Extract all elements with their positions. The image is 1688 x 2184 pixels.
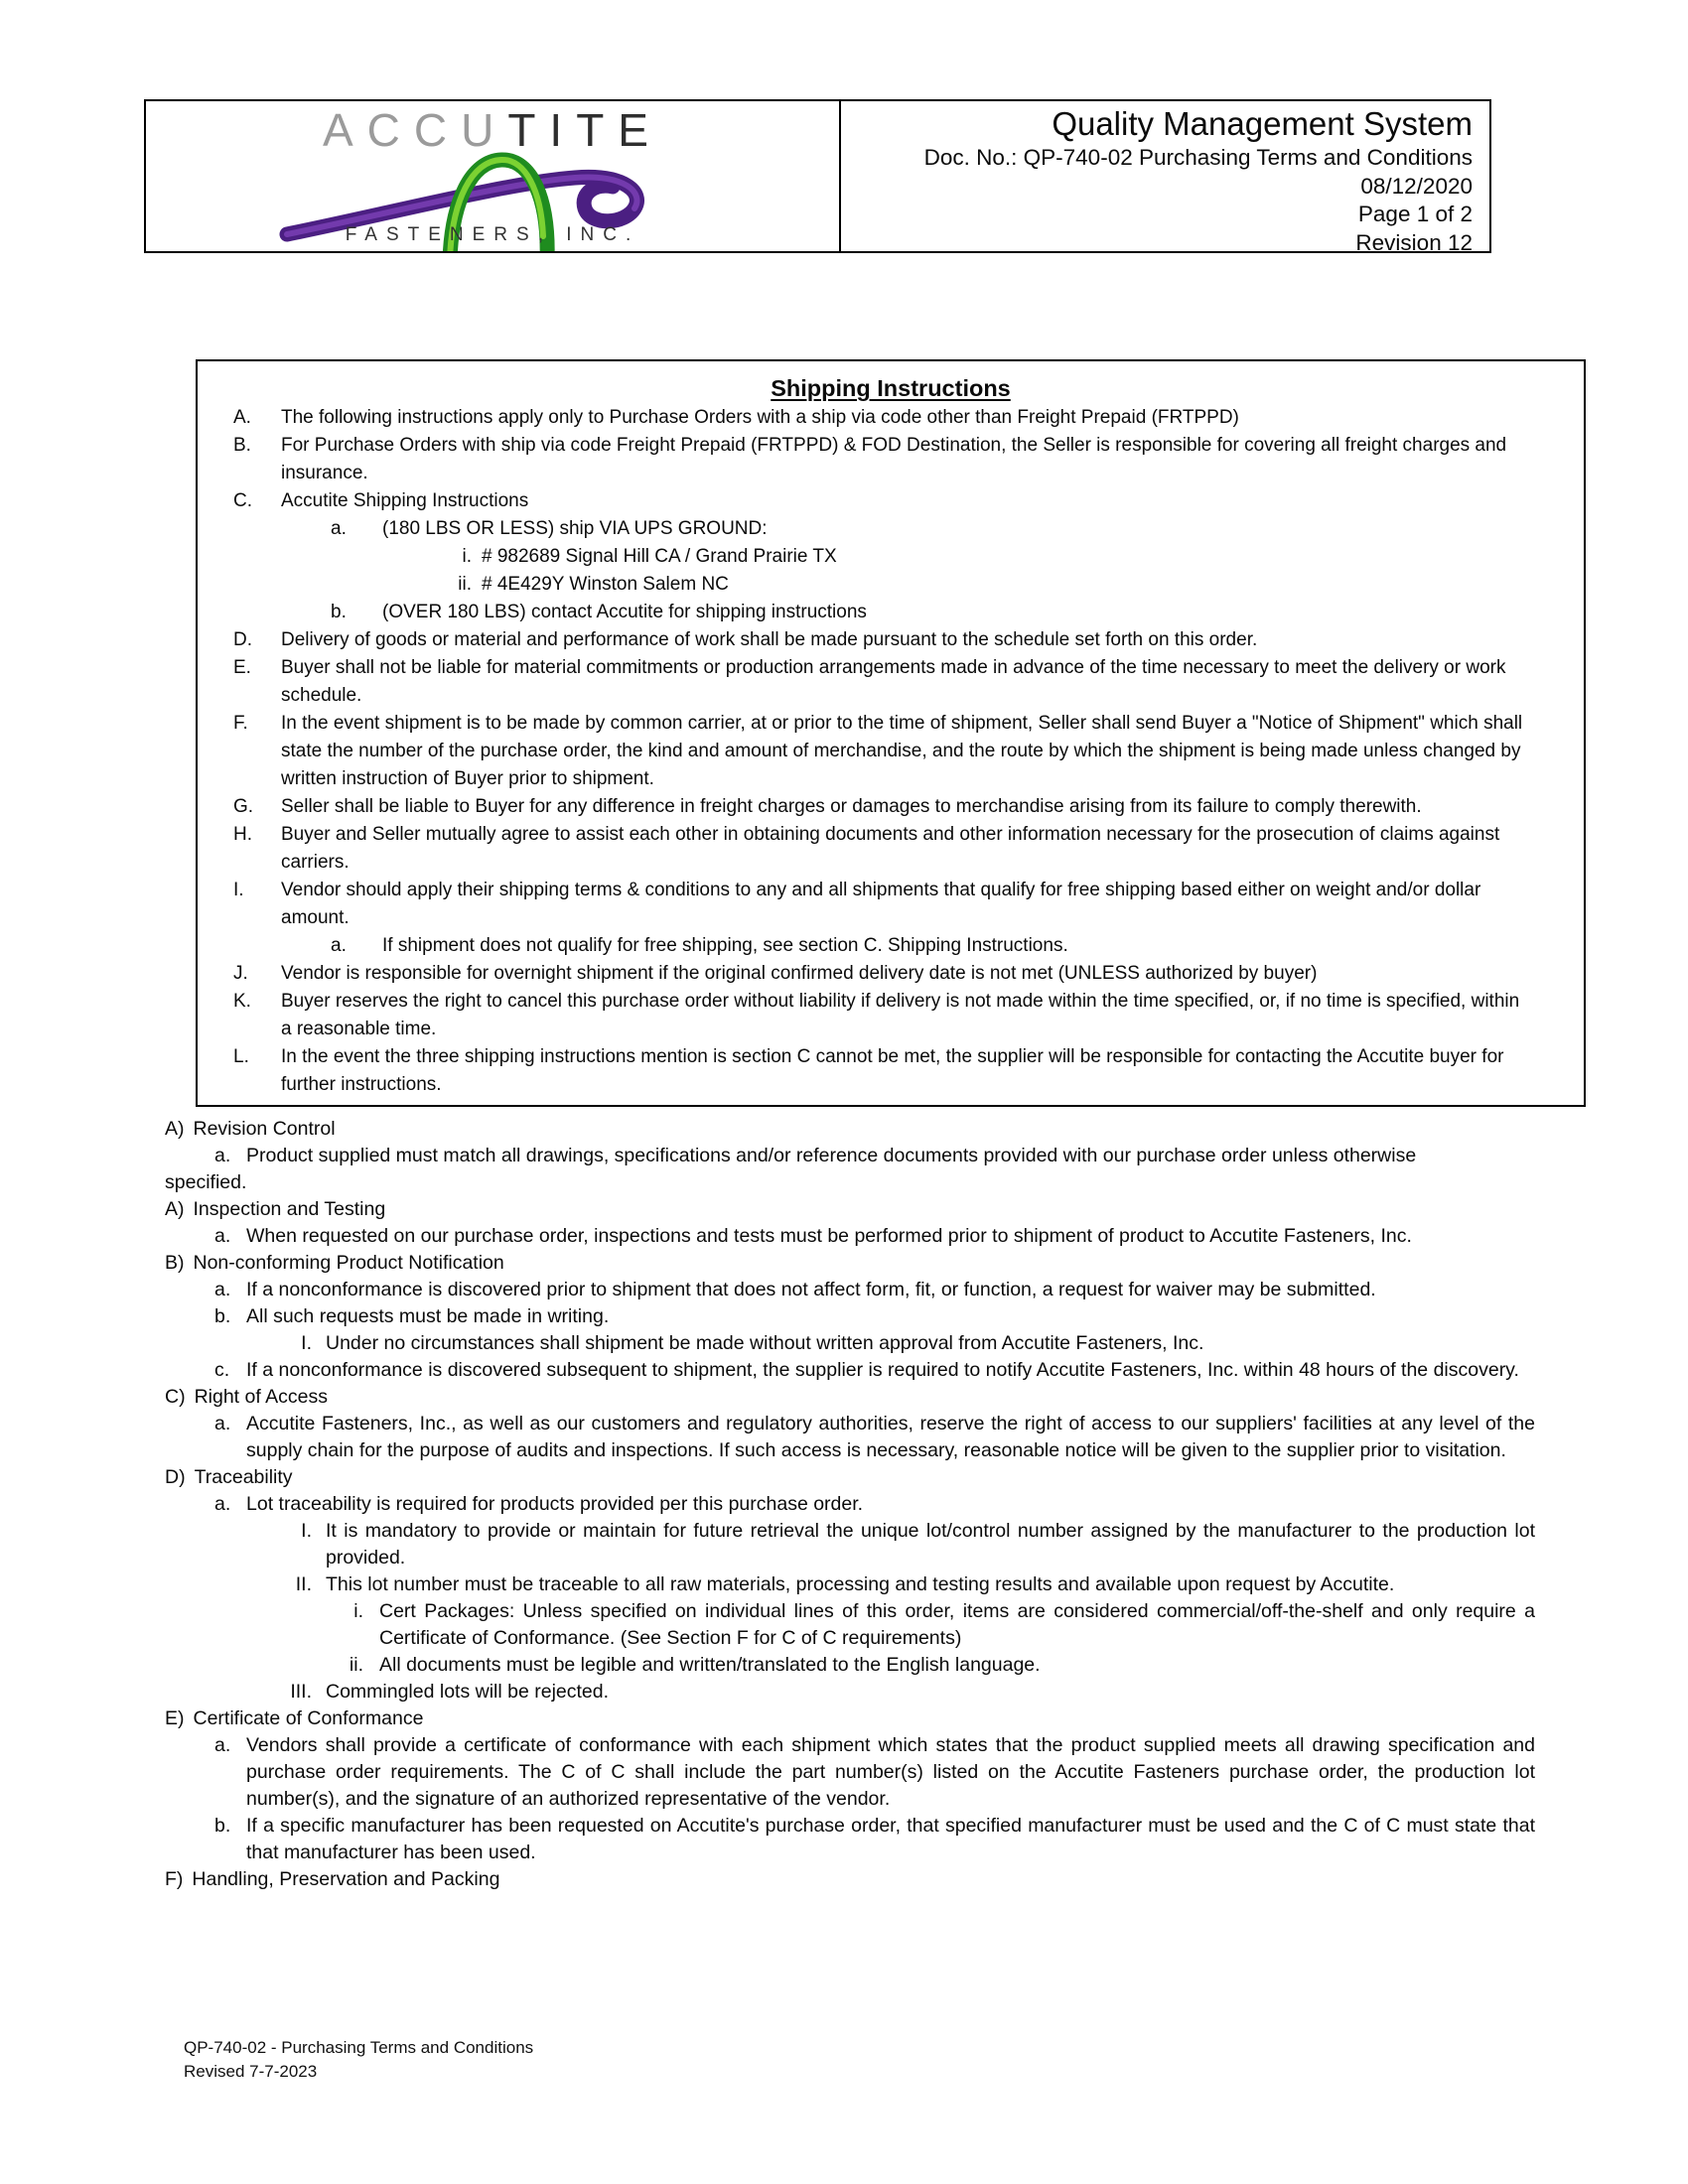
item-marker: a. [214, 1734, 231, 1756]
item-marker: I. [233, 880, 244, 900]
outline-item [214, 1411, 1535, 1464]
shipping-item [233, 432, 1584, 487]
item-marker: H. [233, 824, 252, 845]
doc-date: 08/12/2020 [1360, 173, 1473, 199]
section-heading [165, 1196, 1535, 1223]
item-text: Handling, Preservation and Packing [192, 1868, 500, 1890]
continuation-line [165, 1169, 1535, 1196]
item-marker: III. [290, 1681, 312, 1703]
item-text: Accutite Shipping Instructions [281, 490, 529, 511]
item-marker: b. [214, 1305, 231, 1327]
item-marker: c. [214, 1359, 230, 1381]
shipping-item [233, 626, 1584, 654]
item-marker: K. [233, 991, 251, 1012]
shipping-item [233, 710, 1584, 793]
item-text: (OVER 180 LBS) contact Accutite for shipping instructions [382, 602, 867, 622]
item-text: Buyer and Seller mutually agree to assist each other in obtaining documents and other information necessary for the prosecution of claims against carriers. [281, 824, 1500, 873]
page-number: Page 1 of 2 [1357, 202, 1473, 226]
item-text: Seller shall be liable to Buyer for any difference in freight charges or damages to merchandise arising from its failure to comply therewith. [281, 796, 1422, 817]
item-marker: b. [331, 602, 347, 622]
item-marker: b. [214, 1815, 231, 1837]
item-marker: a. [214, 1225, 231, 1247]
footer-revised-date: Revised 7-7-2023 [184, 2062, 318, 2081]
revision-number: Revision 12 [1355, 229, 1473, 255]
item-text: # 982689 Signal Hill CA / Grand Prairie TX [482, 546, 837, 567]
outline-item [214, 1491, 1535, 1518]
outline-item [214, 1357, 1535, 1384]
shipping-item [233, 1043, 1584, 1099]
outline-item [264, 1518, 1535, 1571]
item-marker: B) [165, 1252, 185, 1274]
item-text: All such requests must be made in writing. [246, 1305, 610, 1327]
item-marker: E. [233, 657, 251, 678]
item-text: For Purchase Orders with ship via code Freight Prepaid (FRTPPD) & FOD Destination, the Seller is responsible for covering all freight charges and insurance. [281, 435, 1507, 483]
logo-cell [146, 101, 841, 251]
item-text: (180 LBS OR LESS) ship VIA UPS GROUND: [382, 518, 768, 539]
section-heading [165, 1384, 1535, 1411]
item-text: Product supplied must match all drawings, specifications and/or reference documents provided with our purchase order unless otherwise [246, 1145, 1417, 1166]
item-marker: II. [295, 1573, 312, 1595]
shipping-item [436, 571, 1584, 599]
item-marker: ii. [349, 1654, 363, 1676]
item-text: Commingled lots will be rejected. [326, 1681, 610, 1703]
item-marker: a. [214, 1145, 231, 1166]
item-text: If a nonconformance is discovered subsequent to shipment, the supplier is required to notify Accutite Fasteners, Inc. within 48 hours of the discovery. [246, 1359, 1519, 1381]
item-marker: D) [165, 1466, 186, 1488]
item-marker: F) [165, 1868, 184, 1890]
item-text: specified. [165, 1171, 247, 1193]
outline-item [264, 1679, 1535, 1706]
outline-item [264, 1330, 1535, 1357]
item-marker: A) [165, 1198, 185, 1220]
item-text: In the event the three shipping instructions mention is section C cannot be met, the supplier will be responsible for contacting the Accutite buyer for further instructions. [281, 1046, 1504, 1095]
shipping-item [233, 877, 1584, 932]
item-text: Inspection and Testing [193, 1198, 386, 1220]
item-text: The following instructions apply only to Purchase Orders with a ship via code other than Freight Prepaid (FRTPPD) [281, 407, 1239, 428]
item-marker: a. [331, 935, 347, 956]
header-box [144, 99, 1491, 253]
item-text: Buyer shall not be liable for material commitments or production arrangements made in advance of the time necessary to meet the delivery or work schedule. [281, 657, 1506, 706]
item-marker: ii. [458, 574, 472, 595]
shipping-item [233, 793, 1584, 821]
item-marker: C) [165, 1386, 186, 1408]
outline-item [324, 1652, 1535, 1679]
shipping-item [436, 543, 1584, 571]
item-text: This lot number must be traceable to all raw materials, processing and testing results and available upon request by Accutite. [326, 1573, 1395, 1595]
doc-number: Doc. No.: QP-740-02 Purchasing Terms and Conditions [923, 145, 1473, 170]
item-text: Vendor is responsible for overnight shipment if the original confirmed delivery date is not met (UNLESS authorized by buyer) [281, 963, 1318, 984]
main-content [165, 1116, 1535, 1893]
shipping-instructions-title: Shipping Instructions [771, 375, 1011, 401]
shipping-list [198, 404, 1584, 1099]
brand-wordmark-dark: TITE [507, 104, 662, 156]
page-footer [184, 2036, 533, 2084]
footer-doc-id: QP-740-02 - Purchasing Terms and Conditions [184, 2038, 534, 2057]
shipping-item [331, 932, 1584, 960]
item-marker: G. [233, 796, 254, 817]
shipping-item [233, 988, 1584, 1043]
item-text: Certificate of Conformance [193, 1707, 424, 1729]
shipping-instructions-box [196, 359, 1586, 1107]
item-text: Lot traceability is required for products provided per this purchase order. [246, 1493, 864, 1515]
item-marker: a. [214, 1279, 231, 1300]
item-marker: a. [331, 518, 347, 539]
item-text: When requested on our purchase order, inspections and tests must be performed prior to shipment of product to Accutite Fasteners, Inc. [246, 1225, 1412, 1247]
item-text: All documents must be legible and written/translated to the English language. [379, 1654, 1041, 1676]
shipping-item [233, 487, 1584, 515]
item-marker: A. [233, 407, 251, 428]
item-marker: D. [233, 629, 252, 650]
item-text: Non-conforming Product Notification [193, 1252, 504, 1274]
item-text: Delivery of goods or material and performance of work shall be made pursuant to the schedule set forth on this order. [281, 629, 1258, 650]
outline-item [214, 1277, 1535, 1303]
item-text: Vendors shall provide a certificate of conformance with each shipment which states that the product supplied meets all drawing specification and purchase order requirements. The C of C shall include the part number(s) listed on the Accutite Fasteners purchase order, the production lot number(s), and the signature of an authorized representative of the vendor. [246, 1734, 1535, 1810]
item-marker: I. [301, 1332, 312, 1354]
item-text: Traceability [194, 1466, 293, 1488]
item-marker: C. [233, 490, 252, 511]
item-marker: A) [165, 1118, 185, 1140]
outline-item [214, 1813, 1535, 1866]
item-text: Vendor should apply their shipping terms & conditions to any and all shipments that qualify for free shipping based either on weight and/or dollar amount. [281, 880, 1481, 928]
item-text: Under no circumstances shall shipment be made without written approval from Accutite Fasteners, Inc. [326, 1332, 1204, 1354]
outline-item [214, 1732, 1535, 1813]
item-marker: F. [233, 713, 248, 734]
section-heading [165, 1706, 1535, 1732]
outline-item [214, 1223, 1535, 1250]
item-marker: a. [214, 1413, 231, 1434]
section-heading [165, 1866, 1535, 1893]
item-marker: J. [233, 963, 248, 984]
brand-wordmark-gray: ACCU [322, 104, 508, 156]
item-text: If a nonconformance is discovered prior to shipment that does not affect form, fit, or function, a request for waiver may be submitted. [246, 1279, 1376, 1300]
item-marker: I. [301, 1520, 312, 1542]
item-marker: E) [165, 1707, 185, 1729]
section-heading [165, 1464, 1535, 1491]
item-marker: B. [233, 435, 251, 456]
item-text: Revision Control [193, 1118, 336, 1140]
brand-subtitle: FASTENERS, INC. [345, 224, 640, 245]
shipping-item [233, 654, 1584, 710]
item-marker: a. [214, 1493, 231, 1515]
item-text: In the event shipment is to be made by common carrier, at or prior to the time of shipment, Seller shall send Buyer a "Notice of Shipment" which shall state the number of the purchase order, the kind and amount of merchandise, and the route by which the shipment is being made unless changed by written instruction of Buyer prior to shipment. [281, 713, 1523, 789]
shipping-item [331, 599, 1584, 626]
item-text: It is mandatory to provide or maintain for future retrieval the unique lot/control number assigned by the manufacturer to the production lot provided. [326, 1520, 1535, 1569]
outline-item [264, 1571, 1535, 1598]
item-marker: i. [462, 546, 472, 567]
item-text: Accutite Fasteners, Inc., as well as our customers and regulatory authorities, reserve the right of access to our suppliers' facilities at any level of the supply chain for the purpose of audits and inspections. If such access is necessary, reasonable notice will be given to the supplier prior to visitation. [246, 1413, 1535, 1461]
shipping-item [233, 960, 1584, 988]
section-heading [165, 1116, 1535, 1143]
outline-item [324, 1598, 1535, 1652]
shipping-item [233, 404, 1584, 432]
outline-item [214, 1303, 1535, 1330]
item-text: Buyer reserves the right to cancel this purchase order without liability if delivery is not made within the time specified, or, if no time is specified, within a reasonable time. [281, 991, 1520, 1039]
qms-title: Quality Management System [1052, 105, 1473, 142]
doc-info-cell [841, 101, 1489, 255]
shipping-item [233, 821, 1584, 877]
shipping-item [331, 515, 1584, 543]
item-marker: L. [233, 1046, 249, 1067]
item-marker: i. [353, 1600, 363, 1622]
item-text: If shipment does not qualify for free shipping, see section C. Shipping Instructions. [382, 935, 1068, 956]
item-text: If a specific manufacturer has been requested on Accutite's purchase order, that specified manufacturer must be used and the C of C must state that that manufacturer has been used. [246, 1815, 1535, 1863]
section-heading [165, 1250, 1535, 1277]
item-text: # 4E429Y Winston Salem NC [482, 574, 729, 595]
outline-item [214, 1143, 1535, 1169]
item-text: Right of Access [194, 1386, 328, 1408]
item-text: Cert Packages: Unless specified on individual lines of this order, items are considered commercial/off-the-shelf and only require a Certificate of Conformance. (See Section F for C of C requirements) [379, 1600, 1535, 1649]
